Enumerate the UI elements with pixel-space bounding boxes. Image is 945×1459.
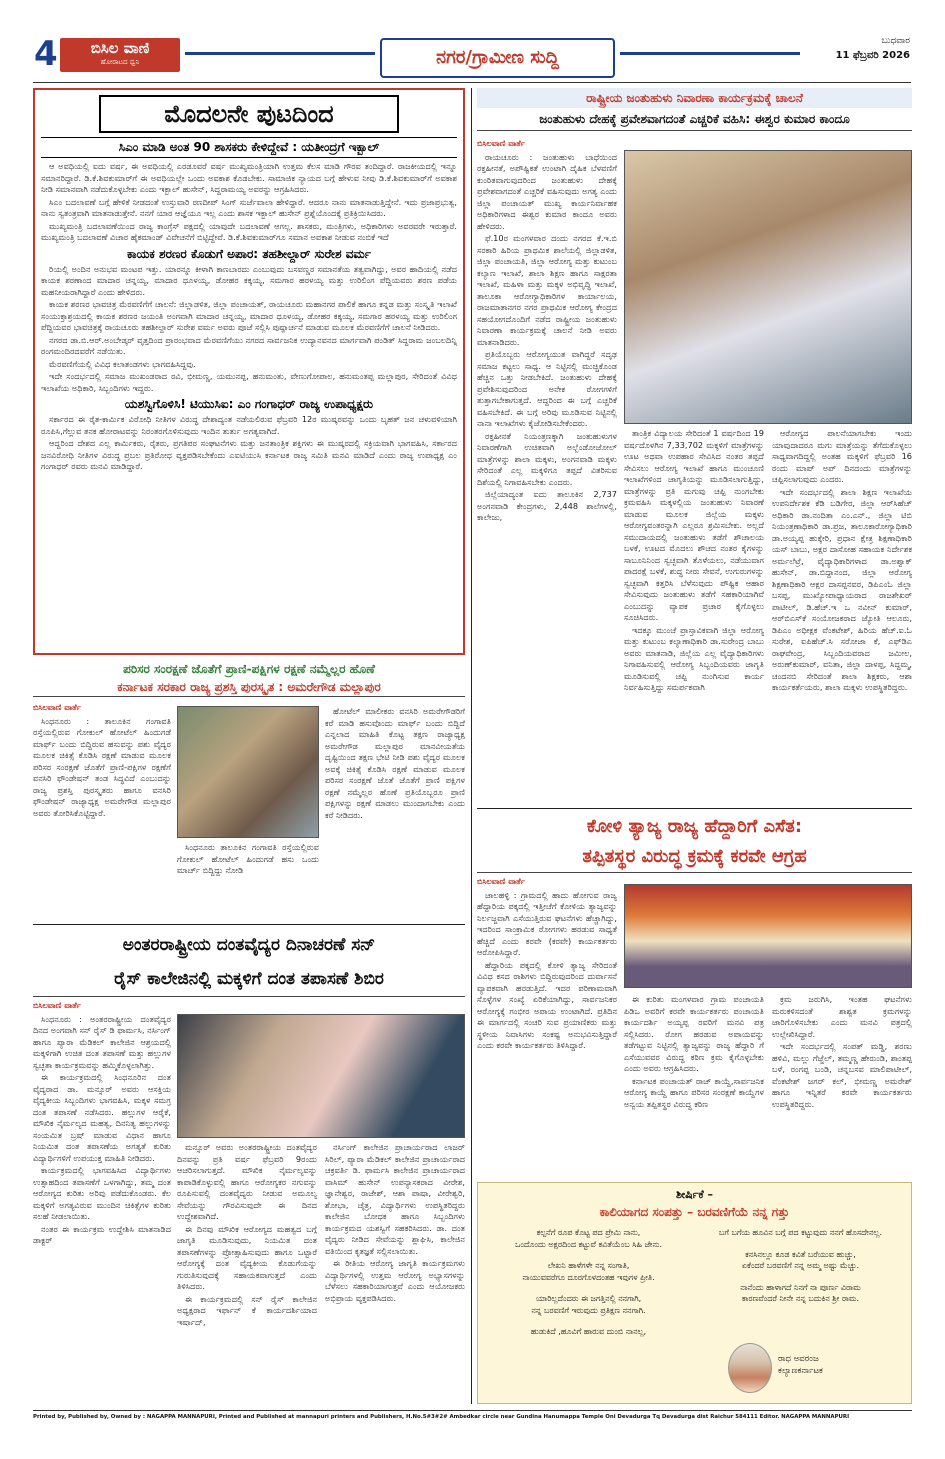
headline-tuci: ಯಶಸ್ವಿಗೊಳಿಸಿ! ಟಿಯುಸಿಐ: ಎಂ ಗಂಗಾಧರ್ ರಾಜ್ಯ ಉಪಾಧ್ಯಕ್ಷರು (124, 397, 374, 411)
poem-line: ನಾನೆಂದು ಹಾಳಾಗದೆ ನಿನಗೆ ನಾ ಪೂರ್ಣ ವಿರಾಮ (740, 1282, 861, 1292)
poem-line: ಏಕೆಂದರೆ ಬರವಣಿಗೆ ನನ್ನ ಅಮ್ಮ ಅಷ್ಟು ಮೆಚ್ಚು. (741, 1261, 860, 1270)
paragraph: ರಕ್ತಹೀನತೆ ನಿಯಂತ್ರಣಕ್ಕಾಗಿ ಜಂತುಹುಳುಗಳ ನಿವಾರಣೆಗಾಗಿ ಉಚಿತವಾಗಿ ಅಲ್ಬೆಂಡೋಜೋಲ್ ಮಾತ್ರೆಗಳನ್ನು ಶಾಲಾ ಮಕ್ಕಳು, ಅಂಗನವಾಡಿ ಮಕ್ಕಳು ಸೇರಿದಂತೆ ಎಲ್ಲ ಮಕ್ಕಳಿಗೂ ತಪ್ಪದೆ ವಿತರಿಸುವ ದಿಶೆಯಲ್ಲಿ ನಿಗಾವಹಿಸಬೇಕು ಎಂದರು. (477, 430, 617, 487)
section-title: ನಗರ/ಗ್ರಾಮೀಣ ಸುದ್ದಿ (436, 47, 559, 68)
col-waste-2 (624, 994, 764, 1178)
col-dental-3 (325, 1142, 465, 1402)
headline-deworming: ಜಂತುಹುಳು ದೇಹಕ್ಕೆ ಪ್ರವೇಶವಾಗದಂತೆ ಎಚ್ಚರಿಕೆ ವಹಿಸಿ: ಈಶ್ವರ ಕುಮಾರ ಕಾಂದೂ (477, 108, 912, 131)
body-tuci (41, 414, 457, 473)
paragraph: ಕಾರ್ಯಕ್ರಮದಲ್ಲಿ ಭಾಗವಹಿಸಿದ ವಿದ್ಯಾರ್ಥಿಗಳು ಉತ್ಸಾಹದಿಂದ ತಪಾಸಣೆಗೆ ಒಳಗಾಗಿದ್ದು, ತಮ್ಮ ದಂತ ಆರೋಗ್ಯದ ಕುರಿತು ಅರಿವು ಪಡೆದುಕೊಂಡರು. ಕೆಲ ಮಕ್ಕಳಿಗೆ ಅಗತ್ಯವಿರುವ ಮುಂದಿನ ಚಿಕಿತ್ಸೆಗಳ ಕುರಿತು ಸಲಹೆ ನೀಡಲಾಯಿತು. (33, 1165, 171, 1221)
paragraph: ಕ್ರಮ ಜರುಗಿಸಿ, ಇಂತಹ ಘಟನೆಗಳು ಮರುಕಳಿಸದಂತೆ ಶಾಶ್ವತ ಕ್ರಮಗಳನ್ನು ಜಾರಿಗೊಳಿಸಬೇಕು ಎಂದು ಮನವಿ ಪತ್ರದಲ್ಲಿ ಉಲ್ಲೇಖಿಸಿದ್ದಾರೆ. (772, 994, 912, 1039)
divider (477, 808, 912, 809)
col-dental-2 (177, 1142, 317, 1402)
photo-deworming-event (624, 150, 912, 424)
poem-title: ಕಾಲಿಯಾಗದ ಸಂಪತ್ತು – ಬರವಣಿಗೆಯೆ ನನ್ನ ಗತ್ತು (599, 1205, 790, 1219)
paragraph: ರಿಯಲ್ಲಿ ಅಂದಿನ ಅನುಭವ ಮಂಟಪ ಇತ್ತು. ಯಾರನ್ನೂ ಕೀಳಾಗಿ ಕಾಣಬಾರದು ಎಂಬುವುದು ಬಸವಣ್ಣರ ಸಮಾನತೆಯ ತತ್ವವಾಗಿದ್ದು, ಅವರ ಹಾದಿಯಲ್ಲಿ ನಡೆದ ಕಾಯಕ ಶರಣಾಂದ ಮಾದಾರ ಚನ್ನಯ್ಯ, ಮಾದಾರ ಧೂಳಯ್ಯ, ಡೋಹರ ಕಕ್ಕಯ್ಯ, ಸಮಗಾರ ಹರಳಯ್ಯ ಮತ್ತು ಉರಿಲಿಂಗ ಪೆದ್ದಿಯವರು ಶರಣ ಪಡೆಯ ಮಹನೀಯರಾಗಿದ್ದಾರೆ ಎಂದು ಹೇಳಿದರು. (41, 263, 457, 297)
paragraph: ನರ್ಸಿಂಗ್ ಕಾಲೇಜಿನ ಪ್ರಾಚಾರ್ಯರಾದ ಲಾಜರ್ ಸಿರಿಲ್, ಪ್ಯಾರಾ ಮೆಡಿಕಲ್ ಕಾಲೇಜಿನ ಪ್ರಾಚಾರ್ಯರಾದ ಚಕ್ರವರ್ತಿ ಡಿ. ಫಾರ್ಮಸಿ ಕಾಲೇಜಿನ ಪ್ರಾಚಾರ್ಯರಾದ ವಾಸಿಮ್ ಹುಸೇನ್ ಉಪನ್ಯಾಸಕರಾದ ವೀರೇಶ, ಜ್ಞಾನೇಶ್ವರ, ರಾಜೇಶ್, ಆಶಾ ಪಾಷಾ, ವೀರೇಶ್ವರಿ, ಶೋಭಾ, ಚೈತ್ರ, ವಿದ್ಯಾರ್ಥಿಗಳು ಉಪಸ್ಥಿತರಿದ್ದರು ಕಾಲೇಜಿನ ಬೋಧಕ ಹಾಗೂ ಸಿಬ್ಬಂದಿಗಳು ಕಾರ್ಯಕ್ರಮದ ಯಶಸ್ವಿಗೆ ಸಹಕರಿಸಿದರು. ಡಾ. ದಂತ ವೈದ್ಯರು ನೀಡಿದ ಸೇವೆಯನ್ನು ಶ್ಲಾಘಿಸಿ, ಕಾಲೇಜಿನ ವತಿಯಿಂದ ಕೃತಜ್ಞತೆ ಸಲ್ಲಿಸಲಾಯಿತು. (325, 1142, 465, 1256)
paragraph: ಸಿಎಂ ಬದಲಾವಣೆ ಬಗ್ಗೆ ಹೇಳಿಕೆ ನೀಡದಂತೆ ಉಸ್ತುವಾರಿ ರಣದೀಪ್ ಸಿಂಗ್ ಸುರ್ಜೆವಾಲಾ ಹೇಳಿದ್ದಾರೆ. ಆದರೂ ನಾನು ಮಾತನಾಡುತ್ತಿದ್ದೇನೆ. ಇದು ಪ್ರಜಾಪ್ರಭುತ್ವ, ನಾನು ಸ್ವತಂತ್ರವಾಗಿ ಮಾತನಾಡುತ್ತೇನೆ. ನನಗೆ ಯಾರ ಆಜ್ಞೆಯೂ ಇಲ್ಲ ಎಂದು ಶಾಸಕ ಇಕ್ಬಾಲ್ ಹುಸೇನ್ ಪ್ರಶ್ನೆಯೊಂದಕ್ಕೆ ಪ್ರತಿಕ್ರಿಯಿಸಿದರು. (41, 196, 457, 218)
article-animal-rescue (33, 660, 465, 922)
paragraph: ಆದ್ದರಿಂದ ದೇಶದ ಎಲ್ಲ ಕಾರ್ಮಿಕರು, ರೈತರು, ಪ್ರಗತಿಪರ ಸಂಘಟನೆಗಳು ಮತ್ತು ಜನತಾಂತ್ರಿಕ ಶಕ್ತಿಗಳು ಈ ಮುಷ್ಕರದಲ್ಲಿ ಸಕ್ರಿಯವಾಗಿ ಭಾಗವಹಿಸಿ, ಸರ್ಕಾರದ ಜನವಿರೋಧಿ ನೀತಿಗಳ ವಿರುದ್ಧ ಪ್ರಬಲ ಪ್ರತಿರೋಧ ವ್ಯಕ್ತಪಡಿಸಬೇಕೆಂದು ಎಐಟಿಯುಸಿ ಕರ್ನಾಟಕ ರಾಜ್ಯ ಸಮಿತಿ ಮನವಿ ಮಾಡಿದೆ ಎಂದು ರಾಜ್ಯ ಉಪಾಧ್ಯಕ್ಷ ಎಂ ಗಂಗಾಧರ್ ರವರು ಮನವಿ ಮಾಡಿದ್ದಾರೆ. (41, 438, 457, 471)
imprint-footer (33, 1410, 912, 1424)
poem-line: ಕಲ್ಪನೆಗೆ ರೂಪ ಕೊಟ್ಟ ಪದ ಪ್ರೇಮಿ ನಾನು, (536, 1228, 641, 1237)
issue-day: ಬುಧವಾರ (881, 36, 910, 46)
author-name: ರಾಧ ಅವರಂಜ (778, 1354, 819, 1364)
paragraph: ಈ ಕಾರ್ಯಕ್ರಮದಲ್ಲಿ ಸಿಂಧನೂರಿನ ದಂತ ವೈದ್ಯರಾದ ಡಾ. ಮನ್ಸೂರ್ ಅವರು ಆಸಕ್ತಿಯ ವೈದ್ಯಕೀಯ ಸಿಬ್ಬಂದಿಗಳು ಭಾಗವಹಿಸಿ, ಮಕ್ಕಳ ಸಮಗ್ರ ದಂತ ತಪಾಸಣೆ ನಡೆಸಿದರು. ಹಲ್ಲುಗಳ ಆರೈಕೆ, ಮೌಖಿಕ ನೈರ್ಮಲ್ಯದ ಮಹತ್ವ, ದಿನನಿತ್ಯ ಹಲ್ಲುಗಳನ್ನು ಸಂಯಮಿತ ಬ್ರಷ್ ಮಾಡುವ ವಿಧಾನ ಹಾಗೂ ನಿಯಮಿತ ದಂತ ತಪಾಸಣೆಯ ಅಗತ್ಯತೆ ಕುರಿತು ವಿದ್ಯಾರ್ಥಿಗಳಿಗೆ ಉಪಯುಕ್ತ ಮಾಹಿತಿ ನೀಡಿದರು. (33, 1072, 171, 1163)
paragraph: ಈ ದಿನವು ಮೌಖಿಕ ಆರೋಗ್ಯದ ಮಹತ್ವದ ಬಗ್ಗೆ ಜಾಗೃತಿ ಮೂಡಿಸುವುದು, ನಿಯಮಿತ ದಂತ ತಪಾಸಣೆಗಳನ್ನು ಪ್ರೋತ್ಸಾಹಿಸುವುದು ಹಾಗೂ ಒಟ್ಟಾರೆ ಆರೋಗ್ಯಕ್ಕೆ ದಂತ ವೈದ್ಯಕೀಯ ಕೊಡುಗೆಯನ್ನು ಗುರುತಿಸುವುದಕ್ಕೆ ಸಹಾಯಕವಾಗುತ್ತದೆ ಎಂದು ತಿಳಿಸಿದರು. (177, 1223, 317, 1291)
paragraph: ನಗರದ ಡಾ.ಬಿ.ಆರ್.ಅಂಬೇಡ್ಕರ್ ವೃತ್ತದಿಂದ ಪ್ರಾರಂಭವಾದ ಮೆರವಣಿಗೆಯು ನಗರದ ಸಾರ್ವಜನಿಕ ಉದ್ಯಾನವನದ ಮಾರ್ಗವಾಗಿ ಪಂಡಿತ್ ಸಿದ್ದರಾಮ ಜಂಬಲದಿನ್ನಿ ರಂಗಮಂದಿರದವರೆಗೆ ನಡೆಯಿತು. (41, 334, 457, 356)
photo-dental-camp (177, 1014, 465, 1138)
poem-author (778, 1353, 898, 1377)
paragraph: ಜಿಲ್ಲೆಯಾದ್ಯಂತ ಐದು ತಾಲೂಕಿನ 2,737 ಅಂಗನವಾಡಿ ಕೇಂದ್ರಗಳು, 2,448 ಶಾಲೆಗಳಲ್ಲಿ, ಕಾಲೇಜು, (477, 489, 617, 522)
paragraph: ತಾಂತ್ರಿಕ ವಿದ್ಯಾಲಯ ಸೇರಿದಂತೆ 1 ವರ್ಷದಿಂದ 19 ವರ್ಷದೊಳಗಿನ 7,33,702 ಮಕ್ಕಳಿಗೆ ಮಾತ್ರೆಗಳನ್ನು ಊಟ ಅಥವಾ ಉಪಹಾರ ಸೇವಿಸಿದ ನಂತರ ತಪ್ಪದೆ ಸೇವಿಸಲು ಆರೋಗ್ಯ ಇಲಾಖೆ ಹಾಗೂ ಮುಂಚೂಣಿ ಇಲಾಖೆಗಳಿಂದ ಜಾಗೃತಿಯನ್ನು ಮೂಡಿಸಲಾಗುತ್ತಿದ್ದು, ಮಾತ್ರೆಗಳನ್ನು ಪ್ರತಿ ಮಗುವು ಚಪ್ಪಿ ನುಂಗಬೇಕು ಕ್ರಮವಹಿಸಿ ಮಕ್ಕಳಲ್ಲಿಯ ಜಂತುಹುಳು ನಿವಾರಣೆ ಮಾಡುವ ಮೂಲಕ ಜಿಲ್ಲೆಯ ಮಕ್ಕಳು ಆರೋಗ್ಯವಂತರನ್ನಾಗಿ ಎಲ್ಲರೂ ಶ್ರಮಿಸಬೇಕು. ಅಲ್ಲದೆ ಸಮುದಾಯದಲ್ಲಿ ಜಂತುಹುಳು ತಡೆಗೆ ಶೌಚಾಲಯ ಬಳಕೆ, ಊಟದ ಮೊದಲು ಶೌಚದ ನಂತರ ಕೈಗಳನ್ನು ಸಾಬೂನಿನಿಂದ ಸ್ವಚ್ಛವಾಗಿ ತೊಳೆಯಲು, ನಡೆಯುವಾಗ ಪಾದರಕ್ಷೆ ಬಳಕೆ, ಶುದ್ಧ ನೀರು ಸೇವನೆ, ಉಗುರುಗಳನ್ನು ಸ್ವಚ್ಛವಾಗಿ ಕತ್ತರಿಸಿ ಬೆಳೆಸುವುದು ಪೌಷ್ಟಿಕ ಆಹಾರ ಸೇವಿಸುವುದು ಜಂತುಹುಳು ತಡೆಗೆ ಸಹಕಾರಿಯಾಗಿವೆ ಎಂಬುದನ್ನು ವ್ಯಾಪಕ ಪ್ರಚಾರ ಕೈಗೊಳ್ಳಲು ಸೂಚಿಸಿದರು. (624, 428, 764, 622)
headline-dental-1: ಅಂತರರಾಷ್ಟ್ರೀಯ ದಂತವೈದ್ಯರ ದಿನಾಚರಣೆ ಸನ್ (122, 935, 376, 955)
continued-banner-text: ಮೊದಲನೇ ಪುಟದಿಂದ (164, 100, 334, 128)
article-deworming (477, 88, 912, 805)
paragraph: ಮನ್ಸೂರ್ ಅವರು ಅಂತರರಾಷ್ಟ್ರೀಯ ದಂತವೈದ್ಯರ ದಿನವನ್ನು ಪ್ರತಿ ವರ್ಷ ಫೆಬ್ರವರಿ 9ರಂದು ಆಚರಿಸಲಾಗುತ್ತದೆ. ಮೌಖಿಕ ನೈರ್ಮಲ್ಯವನ್ನು ಕಾಪಾಡಿಕೊಳ್ಳುವಲ್ಲಿ ಹಾಗೂ ಆರೋಗ್ಯಕರ ನಗುವನ್ನು ರೂಪಿಸುವಲ್ಲಿ ದಂತವೈದ್ಯರು ನೀಡುವ ಅಮೂಲ್ಯ ಸೇವೆಯನ್ನು ಗೌರವಿಸುವುದೇ ಈ ದಿನದ ಉದ್ದೇಶವಾಗಿದೆ. (177, 1142, 317, 1221)
col-waste-1 (477, 876, 617, 1178)
paragraph: ಹೆದ್ದಾರಿಯ ಪಕ್ಕದಲ್ಲಿ ಕೋಳಿ ತ್ಯಾಜ್ಯ ಸೇರಿದಂತೆ ವಿವಿಧ ಕಸದ ರಾಶಿಗಳು ಬಿದ್ದಿರುವುದರಿಂದ ದುರ್ವಾಸನೆ ವ್ಯಾಪಕವಾಗಿ ಹರಡುತ್ತಿದೆ. ಇದರ ಪರಿಣಾಮವಾಗಿ ಸೊಳ್ಳೆಗಳ ಸಂಖ್ಯೆ ಏರಿಕೆಯಾಗಿದ್ದು, ಸಾರ್ವಜನಿಕರ ಆರೋಗ್ಯಕ್ಕೆ ಗಂಭೀರ ಅಪಾಯ ಉಂಟಾಗಿದೆ. ಪ್ರತಿದಿನ ಈ ಮಾರ್ಗದಲ್ಲಿ ಸಂಚರಿ ಸುವ ಪ್ರಯಾಣಿಕರು ಮತ್ತು ಸ್ಥಳೀಯ ನಿವಾಸಿಗಳು ಸಂಕಷ್ಟ ಅನುಭವಿಸುತ್ತಿದ್ದಾರೆ ಎಂದು ಕರವೇ ಕಾರ್ಯಕರ್ತರು ತಿಳಿಸಿದ್ದಾರೆ. (477, 959, 617, 1050)
headline-waste-2: ತಪ್ಪಿತಸ್ಥರ ವಿರುದ್ಧ ಕ್ರಮಕ್ಕೆ ಕರವೇ ಆಗ್ರಹ (477, 842, 912, 873)
paragraph: ಸಿಂಧನೂರು : ಅಂತರರಾಷ್ಟ್ರೀಯ ದಂತವೈದ್ಯರ ದಿನದ ಅಂಗವಾಗಿ ಸನ್ ರೈಸ್ ಡಿ ಫಾರ್ಮಸಿ, ನರ್ಸಿಂಗ್ ಹಾಗೂ ಪ್ಯಾರಾ ಮೆಡಿಕಲ್ ಕಾಲೇಜಿನ ಆಶ್ರಯದಲ್ಲಿ ಮಕ್ಕಳಿಗಾಗಿ ಉಚಿತ ದಂತ ತಪಾಸಣೆ ಮತ್ತು ಹಲ್ಲುಗಳ ಸ್ವಚ್ಛತಾ ಕಾರ್ಯಕ್ರಮವನ್ನು ಹಮ್ಮಿಕೊಳ್ಳಲಾಗಿತ್ತು. (33, 1013, 171, 1070)
continued-banner (99, 95, 399, 133)
paragraph: ಇದೇ ಸಂದರ್ಭದಲ್ಲಿ ಶಾಲಾ ಶಿಕ್ಷಣ ಇಲಾಖೆಯ ಉಪನಿರ್ದೇಶಕ ಕೆಡಿ ಬಡಿಗೇರ, ಜಿಲ್ಲಾ ಆರ್‌ಸಿಹೆಚ್ ಅಧಿಕಾರಿ ಡಾ.ನಂದಿತಾ ಎಂ.ಎನ್., ಜಿಲ್ಲಾ ಟಿಬಿ ನಿಯಂತ್ರಣಾಧಿಕಾರಿ ಡಾ.ಪ್ರಜ, ತಾಲೂಕಾರೋಗ್ಯಾಧಿಕಾರಿ ಡಾ.ಅಯ್ಯಪ್ಪ ಹುಕ್ಕೇರಿ, ಪ್ರಧಾನ ಕ್ಷೇತ್ರ ಶಿಕ್ಷಣಾಧಿಕಾರಿ ಯಸ್ ಬಾಬು, ಅಕ್ಷರ ದಾಸೋಹ ಸಹಾಯಕ ನಿರ್ದೇಶಕ ಅರ್ಮಲೆಟ್ರೆ, ವೈದ್ಯಾಧಿಕಾರಿಗಳಾದ ಡಾ.ಅಶ್ವಾಕ್ ಹುಸೇನ್, ಡಾ.ಬಿದ್ದಾನಂದ, ಜಿಲ್ಲಾ ಆರೋಗ್ಯ ಶಿಕ್ಷಣಾಧಿಕಾರಿ ಆಕ್ಷರ ದಾಸಪ್ಪನವರ, ಡಿಪಿಎಂಓ ಜಿಲ್ಲಾ ಬಸಪ್ಪ, ಮುಖ್ಯೋಪಾಧ್ಯಾಯರಾದ ರಾಜಶೇಖರ್ ಪಾಟೀಲ್, ಡಿ.ಹೆಚ್.ಇ ಒ ನವೀನ್ ಕುಮಾರ್, ಆರ್‌ಬಿಎಸ್‌ಕೆ ಸಂಯೋಜಕರಾದ ಜ್ಯೋತಿ ಆಲೂರು, ಡಿಪಿಎಂ ಅಧೀಕ್ಷಕ ವೆಂಕಟೇಶ್, ಹಿರಿಯ ಹೆಚ್.ಐ.ಓ ಸುರೇಶ, ಐಪಿಹೆಚ್.ಸಿ ಸರೋಜಾ ಕೆ, ಎಫ್‌ಡಿಎ ರಾಘವೇಂದ್ರ, ಸಿಬ್ಬಂದಿಯವರಾದ ಜಮೀಲ, ಅರುಣ್‌ಕುಮಾರ್, ವನಿತಾ, ಜಿಲ್ಲಾ ದಾಳಪ್ಪ, ಸಿದ್ದಮ್ಮ, ಚಂದನಬಿ ಸೇರಿದಂತೆ ಶಾಲಾ ಶಿಕ್ಷಕರು, ಆಶಾ ಕಾರ್ಯಕರ್ತೆಯರು, ಶಾಲಾ ಮಕ್ಕಳು ಉಪಸ್ಥಿತರಿದ್ದರು. (772, 486, 912, 692)
paragraph: ಇದೇ ಸಂದರ್ಭದಲ್ಲಿ ಸಮಾಜ ಮುಖಂಡರಾದ ರವಿ, ಭೀಮಣ್ಣ, ಯಮುನಪ್ಪ, ಹನುಮಂತು, ವೇಣುಗೋಪಾಲ, ಹನುಮಂತಪ್ಪ ಮಲ್ಲಾಪುರ, ಸೇರಿದಂತೆ ವಿವಿಧ ಇಲಾಖೆಯ ಅಧಿಕಾರಿ, ಸಿಬ್ಬಂದಿಗಳು ಇದ್ದರು. (41, 371, 457, 393)
poem-line: ನನ್ನ ಬರವಣಿಗೆ ಇರುವುದು ಪ್ರತಿಕ್ಷಣ ನನಗಾಗಿ. (531, 1305, 646, 1315)
paper-name: ಬಿಸಿಲ ವಾಣಿ (90, 39, 150, 57)
col-dental-1 (33, 1000, 171, 1402)
col-deworm-3 (772, 428, 912, 805)
masthead-rule-right (620, 52, 800, 55)
subhead-animal: ಕರ್ನಾಟಕ ಸರಕಾರ ರಾಜ್ಯ ಪ್ರಶಸ್ತಿ ಪುರಸ್ಕೃತ : ಅಮರೇಗೌಡ ಮಲ್ಲಾಪುರ (33, 678, 465, 697)
paragraph: ಫೆ.10ರ ಮಂಗಳವಾರ ದಂದು ನಗರದ ಕೆ.ಇ.ಬಿ ಸರಕಾರಿ ಹಿರಿಯ ಪ್ರಾಥಮಿಕ ಶಾಲೆಯಲ್ಲಿ ಜಿಲ್ಲಾಡಳಿತ, ಜಿಲ್ಲಾ ಪಂಚಾಯತಿ, ಜಿಲ್ಲಾ ಆರೋಗ್ಯ ಮತ್ತು ಕುಟುಂಬ ಕಲ್ಯಾಣ ಇಲಾಖೆ, ಶಾಲಾ ಶಿಕ್ಷಣ ಹಾಗೂ ಸಾಕ್ಷರತಾ ಇಲಾಖೆ, ಮಹಿಳಾ ಮತ್ತು ಮಕ್ಕಳ ಅಭಿವೃದ್ಧಿ ಇಲಾಖೆ, ತಾಲೂಕಾ ಆರೋಗ್ಯಾಧಿಕಾರಿಗಳ ಕಾರ್ಯಾಲಯ, ರಾಜಮಾತಾನಗರ ನಗರ ಪ್ರಾಥಮಿಕ ಆರೋಗ್ಯ ಕೇಂದ್ರದ ಸಹಯೋಗದೊಂದಿಗೆ ನಡೆದ ರಾಷ್ಟ್ರೀಯ ಜಂತುಹುಳು ನಿವಾರಣಾ ಕಾರ್ಯಕ್ರಮಕ್ಕೆ ಚಾಲನೆ ನೀಡಿ ಅವರು ಮಾತನಾಡಿದರು. (477, 233, 617, 347)
paragraph: ಈ ಕುರಿತು ಮಂಗಳವಾರ ಗ್ರಾಮ ಪಂಚಾಯತಿ ಪಿಡಿಒ ಅವರಿಗೆ ಕರವೇ ಕಾರ್ಯಕರ್ತರು ಪಂಚಾಯತಿ ಕಾರ್ಯದರ್ಶಿ ಅಯ್ಯಪ್ಪ ರವರಿಗೆ ಮನವಿ ಪತ್ರ ಸಲ್ಲಿಸಿದರು. ರೋಗ ಹರಡುವ ಅಪಾಯವನ್ನು ತಡೆಗಟ್ಟುವ ನಿಟ್ಟಿನಲ್ಲಿ ತ್ಯಾಜ್ಯವನ್ನು ರಾಜ್ಯ ಹೆದ್ದಾರಿ ಗೆ ಎಸೆಯುವವರ ವಿರುದ್ಧ ಕಠಿಣ ಕ್ರಮ ಕೈಗೊಳ್ಳಬೇಕು ಎಂದು ಅವರು ಆಗ್ರಹಿಸಿದರು. (624, 994, 764, 1073)
byline: ಬಿಸಿಲವಾಣಿ ವಾರ್ತೆ (477, 139, 525, 148)
poem-line: ಬಗೆ ಬಗೆಯ ಹೂವಿನ ಬಗ್ಗೆ ಪದ ಕಟ್ಟುವುದು ನನಗೆ ಹೊಸದೇನಲ್ಲ. (718, 1228, 883, 1237)
paragraph: ಆ ಅವಧಿಯಲ್ಲಿ ಐದು ವರ್ಷ, ಈ ಅವಧಿಯಲ್ಲಿ ಎರಡೂವರೆ ವರ್ಷ ಮುಖ್ಯಮಂತ್ರಿಯಾಗಿ ಉತ್ತಮ ಕೆಲಸ ಮಾಡಿ ಗೌರವ ತಂದಿದ್ದಾರೆ. ರಾಜಕೀಯದಲ್ಲಿ ಇನ್ನೂ ಸಮಾನರಿದ್ದಾರೆ. ಡಿ.ಕೆ.ಶಿವಕುಮಾರ್‌ಗೆ ಈ ಅವಧಿಯಲ್ಲೇ ಒಂದು ಅವಕಾಶ ಕೊಡಬೇಕು. ಸಾಮಾಜಿಕ ನ್ಯಾಯದ ಬಗ್ಗೆ ಹೇಳುವ ನೀವು ಡಿ.ಕೆ.ಶಿವಕುಮಾರ್‌ಗೆ ಅವಕಾಶ ನೀಡಿ ಸಮಾನವಾಗಿ ನಡೆದುಕೊಳ್ಳಬೇಕು ಎಂದು ಇಕ್ಬಾಲ್ ಹುಸೇನ್, ಸಿದ್ದರಾಮಯ್ಯ ಅವರನ್ನು ಆಗ್ರಹಿಸಿದರು. (41, 161, 457, 194)
author-avatar (728, 1343, 772, 1393)
poem-label: ಶೀರ್ಷಿಕೆ – (675, 1188, 714, 1201)
divider (33, 924, 465, 925)
paper-name-box (60, 38, 180, 72)
article-chicken-waste (477, 812, 912, 1178)
poem-line: ಒಂದೊಂದು ಅಕ್ಷರದಿಂದ ಕಟ್ಟುವೆ ಕವಿತೆಯೆಂಬ ಸಿಹಿ ಜೇನು. (514, 1239, 663, 1249)
poem-box (477, 1182, 912, 1404)
imprint-text: Printed by, Published by, Owned by : NAGAPPA MANNAPURI, Printed and Published at mannapuri printers and Publishers, H.No.5#3#2# Ambedkar circle near Gundina Hanumappa Temple Oni Devadurga Tq Devadurga dist Raichur 584111 Editor. NAGAPPA MANNAPURI (33, 1414, 850, 1420)
paragraph: ಪ್ರತಿಯೊಬ್ಬರು ಆರೋಗ್ಯಯುತ ವಾಗಿದ್ದರೆ ಸದೃಢ ಸಮಾಜ ಕಟ್ಟಲು ಸಾಧ್ಯ. ಆ ನಿಟ್ಟಿನಲ್ಲಿ ಮುಚ್ಚಿಕೊಂಡ ಹೆಚ್ಚಿನ ಒತ್ತು ನೀಡಬೇಕಿದೆ. ಜಂತುಹುಳು ದೇಹಕ್ಕೆ ಪ್ರವೇಶಿಸುವುದರಿಂದ ಅನೇಕ ರೋಗಗಳಿಗೆ ತುತ್ತಾಗಬೇಕಾಗುತ್ತದೆ. ಆದ್ದರಿಂದ ಈ ಬಗ್ಗೆ ಎಚ್ಚರಿಕೆ ವಹಿಸಬೇಕಿದೆ. ಈ ಬಗ್ಗೆ ಅರಿವು ಮೂಡಿಸುವ ನಿಟ್ಟಿನಲ್ಲಿ ನಾನಾ ಇಲಾಖೆಗಳು ಕೈಜೋಡಿಸಬೇಕೆಂದರು. (477, 349, 617, 428)
byline: ಬಿಸಿಲವಾಣಿ ವಾರ್ತೆ (33, 1001, 81, 1010)
paragraph: ನಂತರ ಈ ಕಾರ್ಯಕ್ರಮ ಉದ್ದೇಶಿಸಿ ಮಾತನಾಡಿದ ಡಾಕ್ಟರ್ (33, 1223, 171, 1245)
poem-left-stanzas (486, 1227, 691, 1338)
col-animal-3 (325, 706, 465, 922)
page-number: 4 (34, 36, 58, 72)
paragraph: ಸರ್ಕಾರದ ಈ ರೈತ-ಕಾರ್ಮಿಕ ವಿರೋಧಿ ನೀತಿಗಳ ವಿರುದ್ಧ ದೇಶಾದ್ಯಂತ ನಡೆಯಲಿರುವ ಫೆಬ್ರವರಿ 12ರ ಮುಷ್ಕರವನ್ನು ಒಂದು ಬೃಹತ್ ಜನ ಚಳುವಳಿಯಾಗಿ ರೂಪಿಸಿ,ಗೆಲ್ಲುವ ತನಕ ಹೋರಾಟವನ್ನು ನಿರಂತರಗೊಳಿಸುವುದು ಇಂದಿನ ತುರ್ತು ಅಗತ್ಯವಾಗಿದೆ. (41, 414, 457, 436)
col-deworm-1 (477, 138, 617, 805)
poem-line: ನಾಯುವವರೆಗೂ ದೂರಗೊಳದಂತಹ ಇವುಗಳ ಪ್ರೀತಿ. (522, 1272, 655, 1282)
author-title: ಕಲ್ಯಾಣಕರ್ನಾಟಕ (778, 1366, 823, 1376)
headline-kayaka: ಕಾಯಕ ಶರಣರ ಕೊಡುಗೆ ಅಪಾರ: ತಹಶೀಲ್ದಾರ್ ಸುರೇಶ ವರ್ಮ (126, 246, 372, 261)
poem-right-stanzas (698, 1227, 903, 1305)
body-kayaka (41, 264, 457, 395)
poem-line: ಕನಸಿನಲ್ಲೂ ಕೂಡ ಕವಿತೆ ಬರೆಯುವ ಹುಚ್ಚು, (745, 1249, 856, 1259)
col-deworm-2 (624, 428, 764, 805)
headline-waste-1: ಕೋಳಿ ತ್ಯಾಜ್ಯ ರಾಜ್ಯ ಹೆದ್ದಾರಿಗೆ ಎಸೆತ: (586, 816, 803, 837)
col-animal-2 (177, 842, 319, 922)
issue-date: 11 ಫೆಬ್ರವರಿ 2026 (835, 50, 910, 61)
paragraph: ಮೆರವಣಿಗೆಯಲ್ಲಿ ವಿವಿಧ ಕಲಾತಂಡಗಳು ಭಾಗವಹಿಸಿದ್ದವು. (49, 358, 196, 369)
poem-line: ಯಾರಿಲ್ಲದೆಂದರು ಈ ಜಗತ್ತಿನಲ್ಲಿ ನನಗಾಗಿ, (535, 1294, 642, 1303)
col-animal-1 (33, 702, 171, 922)
paragraph: ಈ ಕಾರ್ಯಕ್ರಮದಲ್ಲಿ ಸನ್ ರೈಸ್ ಕಾಲೇಜಿನ ಅಧ್ಯಕ್ಷರಾದ ಇರ್ಫಾನ್ ಕೆ ಕಾರ್ಯದರ್ಶಿಯಾದ ಇರ್ಷಾದ್, (177, 1293, 317, 1327)
paragraph: ಹೋಟೆಲ್ ಮಾಲೀಕರು ವನಸಿರಿ ಅಮರೇಗೌಡರಿಗೆ ಕರೆ ಮಾಡಿ ಹಸುವೊಂದು ಮಾರ್ಫ್ ಬಂದು ಬಿದ್ದಿದೆ ಎನ್ನಲಾದ ಮಾಹಿತಿ ಕೊಟ್ಟ ತಕ್ಷಣ ರಾಜ್ಯಾಧ್ಯಕ್ಷ ಅಮರೇಗೌಡ ಮಲ್ಲಾಪುರ ಮಾನವೀಯತೆಯ ದೃಷ್ಟಿಯಿಂದ ತಕ್ಷಣ ಭೇಟಿ ನೀಡಿ ಪಶು ವೈದ್ಯರ ಮೂಲಕ ಅವಕ್ಕೆ ಚಿಕಿತ್ಸೆ ಕೊಡಿಸಿ ರಕ್ಷಣೆ ಮಾಡುವ ಮೂಲಕ ಪರಿಸರ ಸಂರಕ್ಷಣೆ ಜೊತೆ ಜೊತೆಗೆ ಪ್ರಾಣಿ ಪಕ್ಷಿಗಳ ರಕ್ಷಣೆ ನಮ್ಮೆಲ್ಲರ ಹೊಣೆ ಪ್ರತಿಯೊಬ್ಬರೂ ಪ್ರಾಣಿ ಪಕ್ಷಿಗಳನ್ನು ರಕ್ಷಣೆ ಮಾಡಲು ಮುಂದಾಗಬೇಕು ಎಂದು ಕರೆ ನೀಡಿದರು. (325, 706, 465, 820)
byline: ಬಿಸಿಲವಾಣಿ ವಾರ್ತೆ (477, 877, 525, 886)
kicker-deworming: ರಾಷ್ಟ್ರೀಯ ಜಂತುಹುಳು ನಿವಾರಣಾ ಕಾರ್ಯಕ್ರಮಕ್ಕೆ ಚಾಲನೆ (477, 88, 912, 108)
article-continued-box (33, 88, 465, 655)
paragraph: ಜಾಲಹಳ್ಳಿ : ಗ್ರಾಮದಲ್ಲಿ ಹಾದು ಹೋಗುವ ರಾಜ್ಯ ಹೆದ್ದಾರಿಯ ಪಕ್ಕದಲ್ಲಿ ಇತ್ತೀಚೆಗೆ ಕೋಳಿಯ ತ್ಯಾಜ್ಯವನ್ನು ನಿರ್ಲಜ್ಜವಾಗಿ ಎಸೆಯುತ್ತಿರುವ ಘಟನೆಗಳು ಹೆಚ್ಚಾಗಿದ್ದು, ಇದರಿಂದ ಸಾಂಕ್ರಾಮಿಕ ರೋಗಗಳು ಹರಡುವ ಸಾಧ್ಯತೆ ಹೆಚ್ಚಿದೆ ಎಂದು ಕರವೇ (ಕರವೇ) ಕಾರ್ಯಕರ್ತರು ಆರೋಪಿಸಿದ್ದಾರೆ. (477, 889, 617, 957)
section-title-box (380, 38, 615, 78)
paragraph: ಈ ರೀತಿಯ ಆರೋಗ್ಯ ಜಾಗೃತಿ ಕಾರ್ಯಕ್ರಮಗಳು ವಿದ್ಯಾರ್ಥಿಗಳಲ್ಲಿ ಉತ್ತಮ ಆರೋಗ್ಯ ಅಭ್ಯಾಸಗಳನ್ನು ಬೆಳೆಸಲು ಸಹಕಾರಿಯಾಗುತ್ತವೆ ಎಂದು ಆಯೋಜಕರು ಅಭಿಪ್ರಾಯ ವ್ಯಕ್ತಪಡಿಸಿದರು. (325, 1258, 465, 1303)
paper-tagline: ಹೋರಾಟದ ಧ್ವನಿ (100, 58, 140, 66)
paragraph: ಸಿಂಧನೂರು : ತಾಲೂಕಿನ ಗಂಗಾವತಿ ರಸ್ತೆಯಲ್ಲಿರುವ ಗೋಕುಲ್ ಹೋಟೆಲ್ ಹಿಂದುಗಡೆ ಮಾರ್ಫ್ ಬಂದು ಬಿದ್ದಿರುವ ಹಸುವನ್ನು ಪಶು ವೈದ್ಯರ ಮೂಲಕ ಚಿಕಿತ್ಸೆ ಕೊಡಿಸಿ ರಕ್ಷಣೆ ಮಾಡುವ ಮೂಲಕ ಪರಿಸರ ಸಂರಕ್ಷಣೆ ಜೊತೆಗೆ ಪ್ರಾಣಿ-ಪಕ್ಷಿಗಳ ರಕ್ಷಣೆಗೆ ವನಸಿರಿ ಫೌಂಡೇಷನ್ ತಂಡ ಸಿದ್ಧವಿದೆ ಎಂಬುದನ್ನು ರಾಜ್ಯ ಪ್ರಶಸ್ತಿ ಪುರಸ್ಕೃತರು ಹಾಗೂ ವನಸಿರಿ ಫೌಂಡೇಷನ್ ರಾಜ್ಯಾಧ್ಯಕ್ಷ ಅಮರೇಗೌಡ ಮಲ್ಲಾಪುರ ಅವರು ತೋರಿಸಿಕೊಟ್ಟಿದ್ದಾರೆ. (33, 715, 171, 818)
column-divider (471, 88, 472, 1404)
paragraph: ರಾಯಚೂರು : ಜಂತುಹುಳು ಬಾಧೆಯಿಂದ ರಕ್ತಹೀನತೆ, ಅಪೌಷ್ಟಿಕತೆ ಉಂಟಾಗಿ ದೈಹಿಕ ಬೆಳವಣಿಗೆ ಕುಂಠಿತವಾಗುವುದರಿಂದ ಜಂತುಹುಳು ದೇಹಕ್ಕೆ ಪ್ರವೇಶವಾಗದಂತೆ ಎಚ್ಚರಿಕೆ ವಹಿಸುವುದು ಅಗತ್ಯ ಎಂದು ಜಿಲ್ಲಾ ಪಂಚಾಯತ್ ಮುಖ್ಯ ಕಾರ್ಯನಿರ್ವಾಹಕ ಅಧಿಕಾರಿಗಳಾದ ಈಶ್ವರ ಕುಮಾರ ಕಾಂದೂ ಅವರು ಹೇಳಿದರು. (477, 151, 617, 231)
body-cm (41, 161, 457, 244)
poem-line: ಕಾರಣವೆಂದರೆ ನೀನೇ ನನ್ನ ಬದುಕಿನ ಶ್ರೀ ರಾಮ. (741, 1294, 860, 1303)
paragraph: ಆರೋಗ್ಯದ ಪಾಲನೆಯಾಗಬೇಕು ಇಂದು ಯಾವುದಾದರೂ ಮಗು ಮಾತ್ರೆಯನ್ನು ತೆಗೆದುಕೊಳ್ಳಲು ಸಾಧ್ಯವಾಗದಿದ್ದಲ್ಲಿ ಅಂತಹ ಮಕ್ಕಳಿಗೆ ಫೆಬ್ರವರಿ 16 ರಂದು ಮಾಪ್ ಅಪ್ ದಿನದಂದು ಮಾತ್ರೆಗಳನ್ನು ಚಪ್ಪಿಸಲಾಗುವುದು ಎಂದರು. (772, 428, 912, 484)
paragraph: ಕಾಯಕ ಶರಣರ ಭಾವಚಿತ್ರ ಮೆರವಣಿಗೆಗೆ ಚಾಲನೆ: ಜಿಲ್ಲಾಡಳಿತ, ಜಿಲ್ಲಾ ಪಂಚಾಯತ್, ರಾಯಚೂರು ಮಹಾನಗರ ಪಾಲಿಕೆ ಹಾಗೂ ಕನ್ನಡ ಮತ್ತು ಸಂಸ್ಕೃತಿ ಇಲಾಖೆ ಸಂಯುಕ್ತಾಶ್ರಯದಲ್ಲಿ ಕಾಯಕ ಶರಣರ ಜಯಂತಿ ಅಂಗವಾಗಿ ಮಾದಾರ ಚನ್ನಯ್ಯ, ಮಾದಾರ ಧೂಳಯ್ಯ, ಡೋಹರ ಕಕ್ಕಯ್ಯ, ಸಮಗಾರ ಹರಳಯ್ಯ ಮತ್ತು ಉರಿಲಿಂಗ ಪೆದ್ದಿಯವರ ಭಾವಚಿತ್ರಕ್ಕೆ ರಾಯಚೂರು ತಹಶೀಲ್ದಾರ್ ಸುರೇಶ ವರ್ಮ ಅವರು ಪೂಜೆ ಸಲ್ಲಿಸಿ ಪುಷ್ಪಾರ್ಚನೆ ಮಾಡುವ ಮೂಲಕ ಮೆರವಣಿಗೆಗೆ ಚಾಲನೆ ನೀಡಿದರು. (41, 299, 457, 332)
masthead-underline (33, 82, 911, 83)
poem-line: ಲೇಖನಿ ಹಾಳೆಗಳೇ ನನ್ನ ಸಂಗಾತಿ, (547, 1261, 630, 1270)
col-waste-3 (772, 994, 912, 1178)
headline-cm: ಸಿಎಂ ಮಾಡಿ ಅಂತ 90 ಶಾಸಕರು ಕೇಳಿದ್ದೇವೆ : ಯತೀಂದ್ರಗೆ ಇಕ್ಬಾಲ್ (41, 137, 457, 158)
article-dental-camp (33, 928, 465, 1404)
poem-line: ಹುಡುಕಿದೆ ,ಹೂವಿಗೆ ಹಾರುವ ದುಂಬಿ ನಾನಲ್ಲ, (530, 1327, 647, 1336)
masthead (0, 0, 945, 84)
headline-animal: ಪರಿಸರ ಸಂರಕ್ಷಣೆ ಜೊತೆಗೆ ಪ್ರಾಣಿ-ಪಕ್ಷಿಗಳ ರಕ್ಷಣೆ ನಮ್ಮೆಲ್ಲರ ಹೊಣೆ (123, 662, 375, 676)
paragraph: ಸಿಂಧನೂರು ತಾಲೂಕಿನ ಗಂಗಾವತಿ ರಸ್ತೆಯಲ್ಲಿರುವ ಗೋಕುಲ್ ಹೋಟೆಲ್ ಹಿಂದುಗಡೆ ಹಸು ಒಂದು ಮಾರ್ಚ್ ಬಿದ್ದಿದ್ದು ನೋಡಿ (177, 842, 319, 875)
photo-memorandum (624, 884, 912, 988)
photo-cow-rescue (177, 706, 319, 838)
paragraph: ಕರ್ನಾಟಕ ಪಂಚಾಯತ್ ರಾಜ್ ಕಾಯ್ದೆ,ಸಾರ್ವಜನಿಕ ಆರೋಗ್ಯ ಕಾಯ್ದೆ ಹಾಗೂ ಪರಿಸರ ಸಂರಕ್ಷಣೆ ಕಾಯ್ದೆಗಳ ಅನ್ವಯ ತಪ್ಪಿತಸ್ಥರ ವಿರುದ್ಧ ಕಠಿಣ (624, 1075, 764, 1109)
paragraph: ಇದೇ ಸಂದರ್ಭದಲ್ಲಿ ಸಂಪತ್ ಮಡ್ಡಿ, ಶರಣು ಹಳಿವಿ, ಮಲ್ಲು ಗೆಜ್ಜೆಲ್, ತಮ್ಮಣ್ಣ ಹೇರುಂಡಿ, ಶಾಂತಪ್ಪ ಬಳೆ, ರಂಗಪ್ಪ ಬಂಡಿ, ಚನ್ನಬಸವ ಮಾಲಿಪಾಟೀಲ್, ವೆಂಕಟೇಶ್ ಜಗರ್ ಕಲ್, ಭೀಮಣ್ಣ ಅಮರೇಶ್ ಹಾಗೂ ಇನ್ನಿತರೆ ಕರವೇ ಕಾರ್ಯಕರ್ತರು ಉಪಸ್ಥಿತರಿದ್ದರು. (772, 1041, 912, 1109)
byline: ಬಿಸಿಲವಾಣಿ ವಾರ್ತೆ (33, 703, 81, 712)
paragraph: ಇದಕ್ಕೂ ಮುಂಚೆ ಪ್ರಾಸ್ತಾವಿಕವಾಗಿ ಜಿಲ್ಲಾ ಆರೋಗ್ಯ ಮತ್ತು ಕುಟುಂಬ ಕಲ್ಯಾಣಾಧಿಕಾರಿ ಡಾ.ಸುರೇಂದ್ರ ಬಾಬು ಅವರು ಮಾತನಾಡಿ, ಜಿಲ್ಲೆಯ ಎಲ್ಲ ವೈದ್ಯಾಧಿಕಾರಿಗಳು ನಿಗಾವಹಿಸುವಲ್ಲಿ ಆರೋಗ್ಯ ಸಿಬ್ಬಂದಿಯವರು ಜಾಗೃತಿ ಮೂಡಿಸುವಲ್ಲಿ ಚಪ್ಪಿ ನುಂಗಿಸುವ ಕಾರ್ಯ ನಿರ್ವಹಿಸುತ್ತಿದ್ದು ಸಮರ್ಪಕವಾಗಿ (624, 624, 764, 692)
paragraph: ಮುಖ್ಯಮಂತ್ರಿ ಬದಲಾವಣೆಯಿಂದ ರಾಜ್ಯ ಕಾಂಗ್ರೆಸ್ ಪಕ್ಷದಲ್ಲಿ ಯಾವುದೇ ಬದಲಾವಣೆ ಆಗಲ್ಲ. ಶಾಸಕರು, ಮಂತ್ರಿಗಳು, ಅಧಿಕಾರಿಗಳು ಅವರವರೇ ಇರುತ್ತಾರೆ. ಮುಖ್ಯಮಂತ್ರಿ ಬದಲಾವಣೆ ವಿಚಾರ ಹೈಕಮಾಂಡ್ ವಿವೇಚನೆಗೆ ಬಿಟ್ಟಿದ್ದೇವೆ. ಡಿ.ಕೆ.ಶಿವಕುಮಾರ್‌ಗೂ ಸಮಾನ ಅವಕಾಶ ನೀಡುವ ನಂಬಿಕೆ ಇದೆ (41, 220, 457, 242)
masthead-rule-left (185, 52, 375, 55)
headline-dental-2: ರೈಸ್ ಕಾಲೇಜಿನಲ್ಲಿ ಮಕ್ಕಳಿಗೆ ದಂತ ತಪಾಸಣೆ ಶಿಬಿರ (33, 962, 465, 997)
